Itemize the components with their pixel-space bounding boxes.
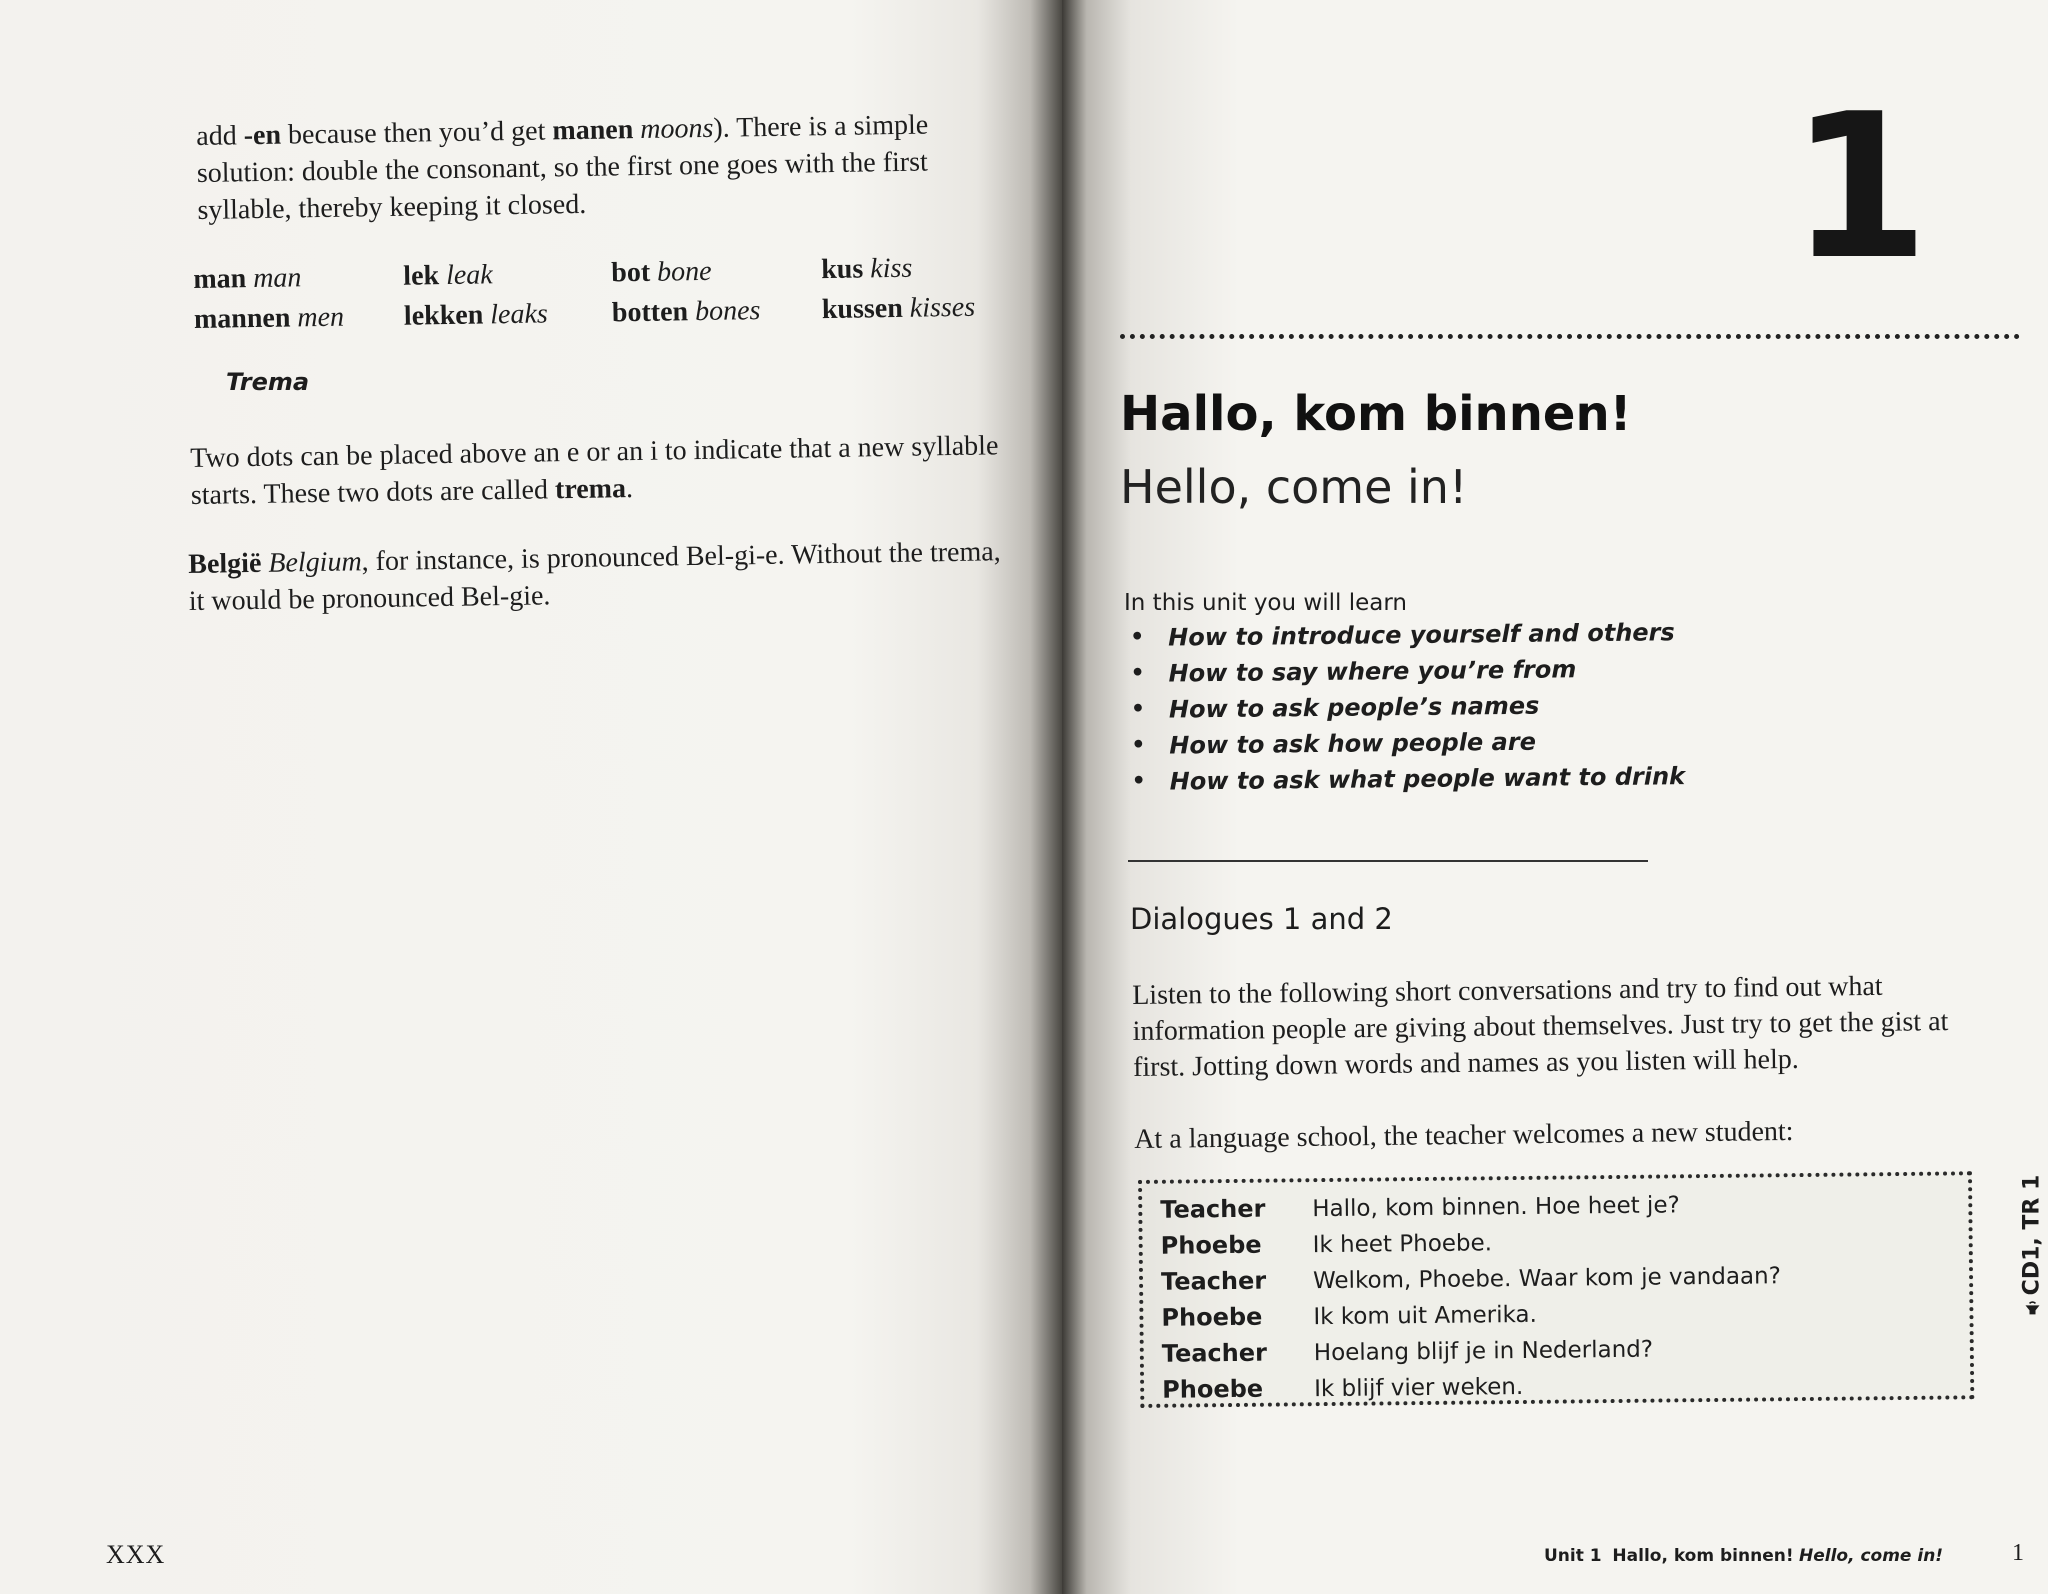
english-word: man	[252, 262, 302, 295]
para-text: because then you’d get	[280, 115, 553, 151]
english-word: bone	[656, 255, 712, 288]
speaker-line: Ik kom uit Amerika.	[1313, 1301, 1538, 1331]
objective-text: How to ask people’s names	[1168, 691, 1540, 724]
speaker-line: Ik blijf vier weken.	[1314, 1373, 1524, 1403]
dotted-divider	[1120, 334, 2020, 339]
learn-intro: In this unit you will learn	[1124, 590, 1407, 616]
speaker-name: Phoebe	[1162, 1374, 1264, 1404]
dialogue-context: At a language school, the teacher welcomes a new student:	[1134, 1115, 1794, 1155]
section-divider	[1128, 860, 1648, 862]
dutch-word: lekken	[403, 299, 484, 332]
bullet-icon: •	[1130, 624, 1145, 650]
para-text: ). There is a simple solution: double the consonant, so the first one goes with the first syllable, thereby keeping it closed.	[196, 109, 929, 226]
example-translation: Belgium	[268, 546, 362, 579]
dutch-word: kus	[820, 253, 864, 286]
right-page	[1062, 0, 2048, 1594]
plural-example-man	[193, 258, 344, 340]
objective-text: How to ask what people want to drink	[1169, 762, 1686, 796]
suffix-term: -en	[243, 119, 282, 152]
speaker-name: Teacher	[1161, 1338, 1268, 1368]
footer-title-en: Hello, come in!	[1798, 1546, 1944, 1566]
english-word: kisses	[909, 291, 976, 324]
para-text: , for instance, is pronounced Bel-gi-e. Without the trema, it would be pronounced Bel-gie.	[188, 536, 1001, 617]
plural-examples-table	[193, 247, 1033, 335]
dutch-word: botten	[611, 296, 689, 329]
chapter-number: 1	[1790, 71, 1930, 304]
example-word: manen	[552, 114, 634, 147]
footer-unit: Unit 1	[1544, 1546, 1602, 1566]
dialogue-line	[1161, 1296, 1537, 1336]
speaker-line: Hallo, kom binnen. Hoe heet je?	[1312, 1192, 1680, 1223]
dialogue-line	[1161, 1257, 1781, 1299]
dialogue-line	[1162, 1331, 1654, 1372]
objective-text: How to introduce yourself and others	[1168, 618, 1675, 652]
bullet-icon: •	[1130, 660, 1145, 686]
audio-track-label	[2012, 1160, 2048, 1330]
para-text: Two dots can be placed above an e or an i to indicate that a new syllable starts. These two dots are called	[190, 430, 999, 511]
english-word: kiss	[870, 252, 913, 285]
trema-heading: Trema	[226, 368, 310, 396]
objective-text: How to say where you’re from	[1168, 655, 1577, 688]
dutch-word: mannen	[193, 302, 291, 335]
para-text: .	[625, 473, 634, 505]
unit-subtitle: Hello, come in!	[1120, 460, 1468, 514]
speaker-name: Teacher	[1160, 1194, 1266, 1224]
unit-title: Hallo, kom binnen!	[1120, 386, 1632, 442]
intro-paragraph	[196, 105, 1018, 229]
speaker-name: Teacher	[1160, 1266, 1267, 1296]
dutch-word: lek	[403, 260, 440, 292]
dialogue-instructions: Listen to the following short conversations and try to find out what information people are giving about themselves. Just try to get the gist at first. Jotting down words and names as you listen will help.	[1132, 970, 1949, 1083]
example-translation: moons	[640, 112, 714, 146]
english-word: leak	[445, 259, 493, 292]
dialogue-line	[1160, 1186, 1680, 1227]
plural-example-kus	[821, 248, 976, 330]
speaker-icon	[2025, 1299, 2041, 1315]
objective-text: How to ask how people are	[1169, 727, 1537, 760]
speaker-name: Phoebe	[1160, 1230, 1262, 1260]
bullet-icon: •	[1131, 732, 1146, 758]
speaker-line: Hoelang blijf je in Nederland?	[1313, 1336, 1654, 1367]
dutch-word: bot	[611, 256, 651, 289]
dutch-word: man	[193, 263, 247, 295]
dialogue-box	[1138, 1171, 1974, 1408]
english-word: men	[297, 301, 345, 334]
dialogue-heading: Dialogues 1 and 2	[1130, 902, 1393, 936]
trema-paragraph	[190, 427, 1021, 514]
running-footer	[1544, 1546, 1943, 1566]
speaker-line: Ik heet Phoebe.	[1312, 1230, 1493, 1259]
learning-objectives-list	[1124, 613, 1766, 800]
page-number: 1	[2012, 1540, 2024, 1566]
dutch-word: kussen	[821, 292, 904, 326]
english-word: bones	[694, 295, 761, 328]
audio-track-text: CD1, TR 1	[2019, 1174, 2045, 1296]
bullet-icon: •	[1130, 696, 1146, 722]
trema-term: trema	[554, 473, 627, 506]
dialogue-line	[1161, 1224, 1493, 1263]
list-item	[1126, 757, 1766, 800]
speaker-line: Welkom, Phoebe. Waar kom je vandaan?	[1312, 1263, 1781, 1295]
page-number: XXX	[106, 1540, 166, 1569]
dialogue-line	[1162, 1368, 1523, 1408]
footer-title-nl: Hallo, kom binnen!	[1612, 1546, 1794, 1566]
belgie-paragraph	[188, 533, 1019, 620]
plural-example-lek	[403, 254, 548, 336]
bullet-icon: •	[1131, 768, 1146, 794]
example-word: België	[188, 547, 262, 580]
speaker-name: Phoebe	[1161, 1302, 1263, 1332]
para-text: add	[196, 120, 244, 152]
english-word: leaks	[490, 298, 549, 331]
plural-example-bot	[611, 251, 761, 333]
